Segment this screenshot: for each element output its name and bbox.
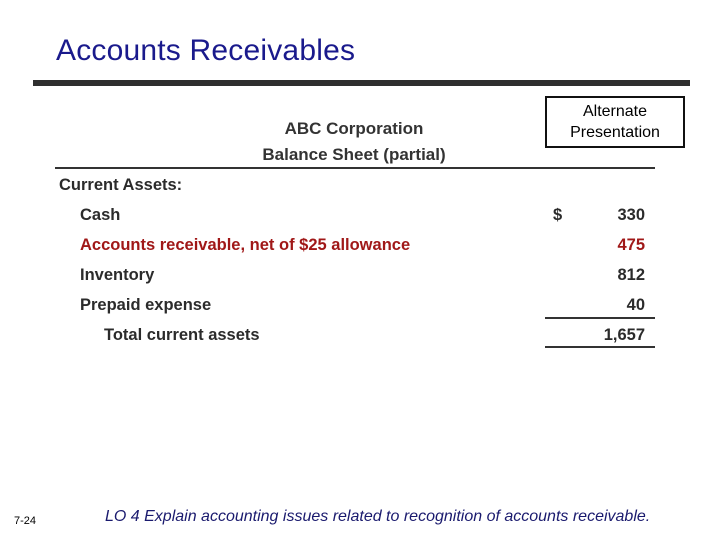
- subtotal-rule: [545, 317, 655, 319]
- section-label: Current Assets:: [59, 176, 183, 194]
- statement-title: Balance Sheet (partial): [262, 145, 446, 164]
- title-divider: [33, 80, 690, 86]
- total-value: 1,657: [603, 326, 645, 344]
- learning-objective: LO 4 Explain accounting issues related to recognition of accounts receivable.: [105, 508, 651, 525]
- row-prepaid-value: 40: [626, 296, 645, 314]
- total-label: Total current assets: [104, 326, 260, 344]
- slide-title: Accounts Receivables: [56, 34, 356, 67]
- row-inventory-label: Inventory: [80, 266, 155, 284]
- alt-label-line2: Presentation: [570, 124, 660, 141]
- row-receivable-label: Accounts receivable, net of $25 allowance: [80, 236, 411, 254]
- alternate-presentation-box: [545, 96, 685, 148]
- page-number: 7-24: [14, 515, 37, 527]
- company-name: ABC Corporation: [284, 119, 424, 138]
- row-cash-value: 330: [617, 206, 645, 224]
- currency-symbol: $: [553, 206, 563, 224]
- alt-label-line1: Alternate: [582, 103, 648, 120]
- header-divider: [55, 167, 655, 169]
- row-cash-label: Cash: [80, 206, 121, 224]
- total-rule: [545, 346, 655, 348]
- row-inventory-value: 812: [617, 266, 645, 284]
- row-receivable-value: 475: [617, 236, 645, 254]
- row-prepaid-label: Prepaid expense: [80, 296, 212, 314]
